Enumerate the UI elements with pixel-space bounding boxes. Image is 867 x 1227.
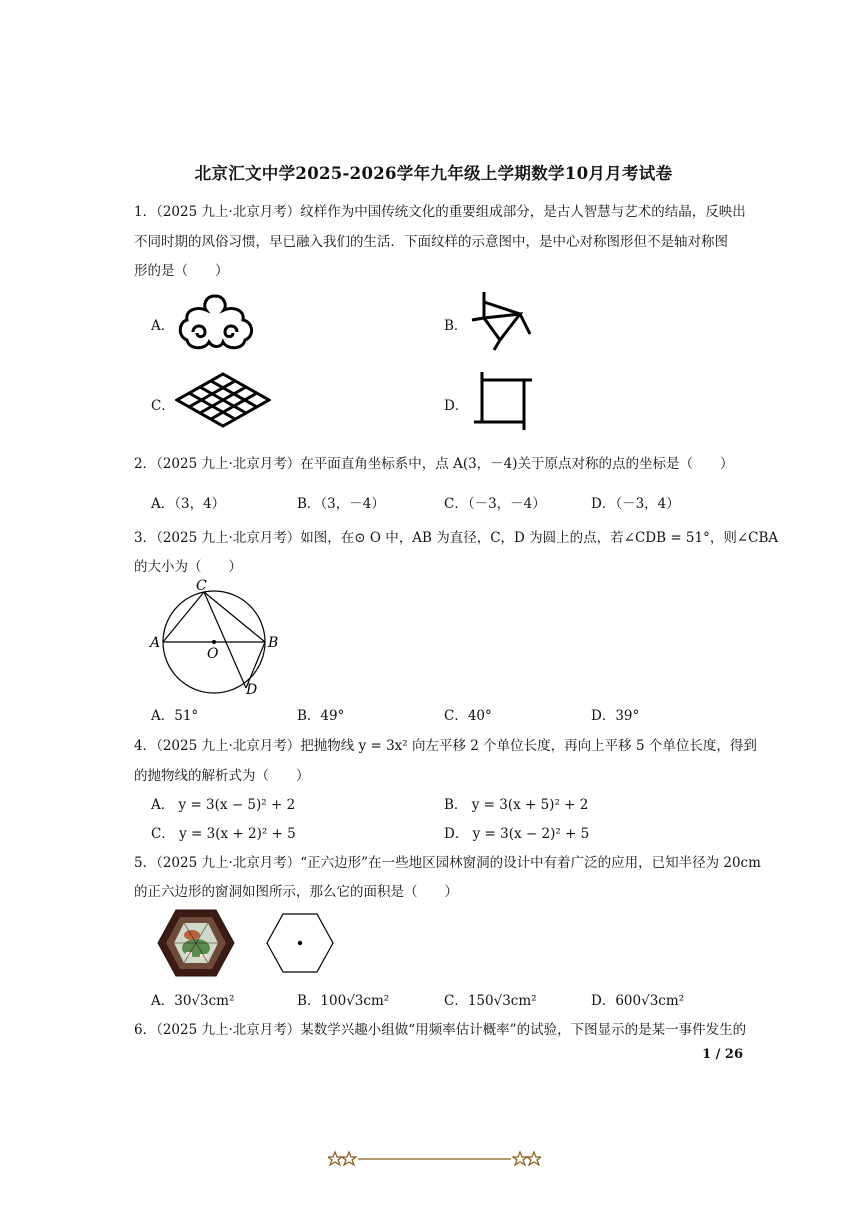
cloud-pattern-figure — [175, 292, 255, 354]
star-icon — [527, 1152, 541, 1165]
q4-line1: 4．（2025 九上·北京月考）把抛物线 y = 3x² 向左平移 2 个单位长度，再向上平移 5 个单位长度，得到 — [134, 738, 757, 754]
q3-option-c: C．40° — [444, 708, 492, 724]
square-pattern-figure — [472, 370, 534, 432]
q5-option-b: B．100√3cm² — [297, 993, 390, 1009]
q2-option-a: A．（3，4） — [151, 496, 226, 512]
q3-line2: 的大小为（ ） — [134, 559, 242, 575]
pinwheel-pattern-figure — [470, 290, 532, 352]
q5-option-a: A．30√3cm² — [151, 993, 235, 1009]
q2-option-d: D．（－3，4） — [591, 496, 680, 512]
page-title: 北京汇文中学2025-2026学年九年级上学期数学10月月考试卷 — [194, 164, 673, 183]
q1-label-c: C． — [151, 398, 175, 414]
point-label-o: O — [207, 646, 219, 662]
q3-option-a: A．51° — [151, 708, 199, 724]
circle-geometry-figure — [146, 576, 282, 698]
q1-line1: 1．（2025 九上·北京月考）纹样作为中国传统文化的重要组成部分，是古人智慧与艺术的结晶，反映出 — [134, 204, 746, 220]
q3-option-b: B．49° — [297, 708, 345, 724]
point-label-a: A — [150, 635, 161, 651]
q3-option-d: D．39° — [591, 708, 640, 724]
q1-label-d: D． — [444, 398, 469, 414]
point-label-c: C — [196, 578, 207, 594]
q2-option-c: C．（－3，－4） — [444, 496, 546, 512]
star-icon — [342, 1152, 356, 1165]
q1-line2: 不同时期的风俗习惯，早已融入我们的生活．下面纹样的示意图中，是中心对称图形但不是轴对称图 — [134, 234, 728, 250]
q3-line1: 3．（2025 九上·北京月考）如图，在⊙ O 中，AB 为直径，C，D 为圆上的点，若∠CDB = 51°，则∠CBA — [134, 530, 779, 546]
footer-ornament — [328, 1150, 541, 1168]
q6-line1: 6．（2025 九上·北京月考）某数学兴趣小组做“用频率估计概率”的试验，下图显示的是某一事件发生的 — [134, 1022, 747, 1038]
regular-hexagon-figure — [265, 912, 335, 974]
knot-pattern-figure — [175, 372, 271, 428]
point-label-d: D — [246, 682, 258, 698]
q1-label-a: A． — [151, 318, 175, 334]
q4-option-d: D． y = 3(x − 2)² + 5 — [444, 826, 590, 842]
q5-option-d: D．600√3cm² — [591, 993, 685, 1009]
q1-label-b: B． — [444, 318, 468, 334]
star-icon — [328, 1152, 342, 1165]
point-label-b: B — [268, 635, 279, 651]
q5-option-c: C．150√3cm² — [444, 993, 537, 1009]
q4-option-b: B． y = 3(x + 5)² + 2 — [444, 797, 589, 813]
q4-option-a: A． y = 3(x − 5)² + 2 — [151, 797, 296, 813]
page-number: 1 / 26 — [702, 1047, 743, 1062]
q2-option-b: B．（3，－4） — [297, 496, 385, 512]
q4-line2: 的抛物线的解析式为（ ） — [134, 768, 310, 784]
q4-option-c: C． y = 3(x + 2)² + 5 — [151, 826, 296, 842]
q1-line3: 形的是（ ） — [134, 263, 229, 279]
q2-line1: 2．（2025 九上·北京月考）在平面直角坐标系中，点 A(3，－4)关于原点对称的点的坐标是（ ） — [134, 456, 734, 472]
hexagon-window-photo — [156, 908, 236, 978]
q5-line1: 5．（2025 九上·北京月考）“正六边形”在一些地区园林窗洞的设计中有着广泛的应用，已知半径为 20cm — [134, 855, 761, 871]
star-icon — [513, 1152, 527, 1165]
q5-line2: 的正六边形的窗洞如图所示，那么它的面积是（ ） — [134, 884, 458, 900]
